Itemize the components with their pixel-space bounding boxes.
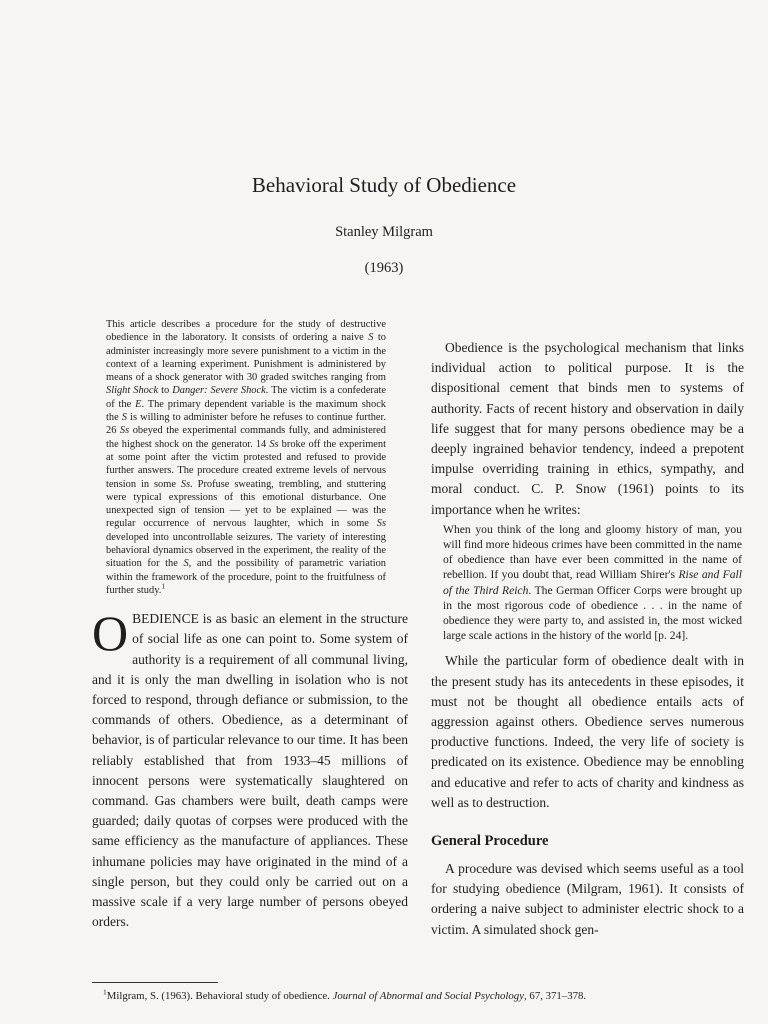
right-column (431, 314, 744, 940)
body-paragraph-3: While the particular form of obedience dealt with in the present study has its antecedents in these episodes, it must not be thought all obedience entails acts of aggression against others. Obedience serves numerous productive functions. Indeed, the very life of society is predicated on its existence. Obedience may be ennobling and educative and refer to acts of charity and kindness as well as to destruction. (431, 653, 744, 810)
author-name: Stanley Milgram (335, 224, 433, 240)
page-title: Behavioral Study of Obedience (251, 173, 517, 197)
block-quote: When you think of the long and gloomy history of man, you will find more hideous crimes have been committed in the name of obedience than have ever been committed in the name of rebellion. If you doubt that, read William Shirer's Rise and Fall of the Third Reich. The German Officer Corps were brought up in the most rigorous code of obedience . . . in the name of obedience they were party to, and assisted in, the most wicked large scale actions in the history of the world [p. 24]. (443, 522, 742, 643)
footnote: $^1$Milgram, S. (1963). Behavioral study of obedience. Journal of Abnormal and Social Psychology, 67, 371–378. (103, 987, 587, 1002)
body-paragraph-2: Obedience is the psychological mechanism that links individual action to political purpose. It is the dispositional cement that binds men to systems of authority. Facts of recent history and observation in daily life suggest that for many persons obedience may be a deeply ingrained behavior tendency, indeed a prepotent impulse overriding training in ethics, sympathy, and moral conduct. C. P. Snow (1961) points to its importance when he writes: (431, 340, 744, 517)
body-paragraph-1: OBEDIENCE is as basic an element in the structure of social life as one can point to. Some system of authority is a requirement of all communal living, and it is only the man dwelling in isolation who is not forced to respond, through defiance or submission, to the commands of others. Obedience, as a determinant of behavior, is of particular relevance to our time. It has been reliably established that from 1933–45 millions of innocent persons were systematically slaughtered on command. Gas chambers were built, death camps were guarded; daily quotas of corpses were produced with the same efficiency as the manufacture of appliances. These inhumane policies may have originated in the mind of a single person, but they could only be carried out on a massive scale if a very large number of persons obeyed orders. (92, 605, 408, 930)
publication-year: (1963) (364, 260, 404, 276)
section-heading: General Procedure (431, 833, 549, 850)
footnote-marker: 1 (161, 582, 165, 591)
body-paragraph-4: A procedure was devised which seems useful as a tool for studying obedience (Milgram, 1961). It consists of ordering a naive subject to administer electric shock to a victim. A simulated shock gen- (431, 861, 744, 937)
footnote-divider (92, 982, 218, 983)
left-column (92, 318, 408, 932)
abstract: This article describes a procedure for the study of destructive obedience in the laboratory. It consists of ordering a naive S to administer increasingly more severe punishment to a victim in the context of a learning experiment. Punishment is administered by means of a shock generator with 30 graded switches ranging from Slight Shock to Danger: Severe Shock. The victim is a confederate of the E. The primary dependent variable is the maximum shock the S is willing to administer before he refuses to continue further. 26 Ss obeyed the experimental commands fully, and administered the highest shock on the generator. 14 Ss broke off the experiment at some point after the victim protested and refused to provide further answers. The procedure created extreme levels of nervous tension in some Ss. Profuse sweating, trembling, and stuttering were typical expressions of this emotional disturbance. One unexpected sign of tension — yet to be explained — was the regular occurrence of nervous laughter, which in some Ss developed into uncontrollable seizures. The variety of interesting behavioral dynamics observed in the experiment, the reality of the situation for the S, and the possibility of parametric variation within the framework of the procedure, point to the fruitfulness of further study.$^1$ (106, 319, 387, 596)
drop-cap: O (92, 605, 129, 662)
